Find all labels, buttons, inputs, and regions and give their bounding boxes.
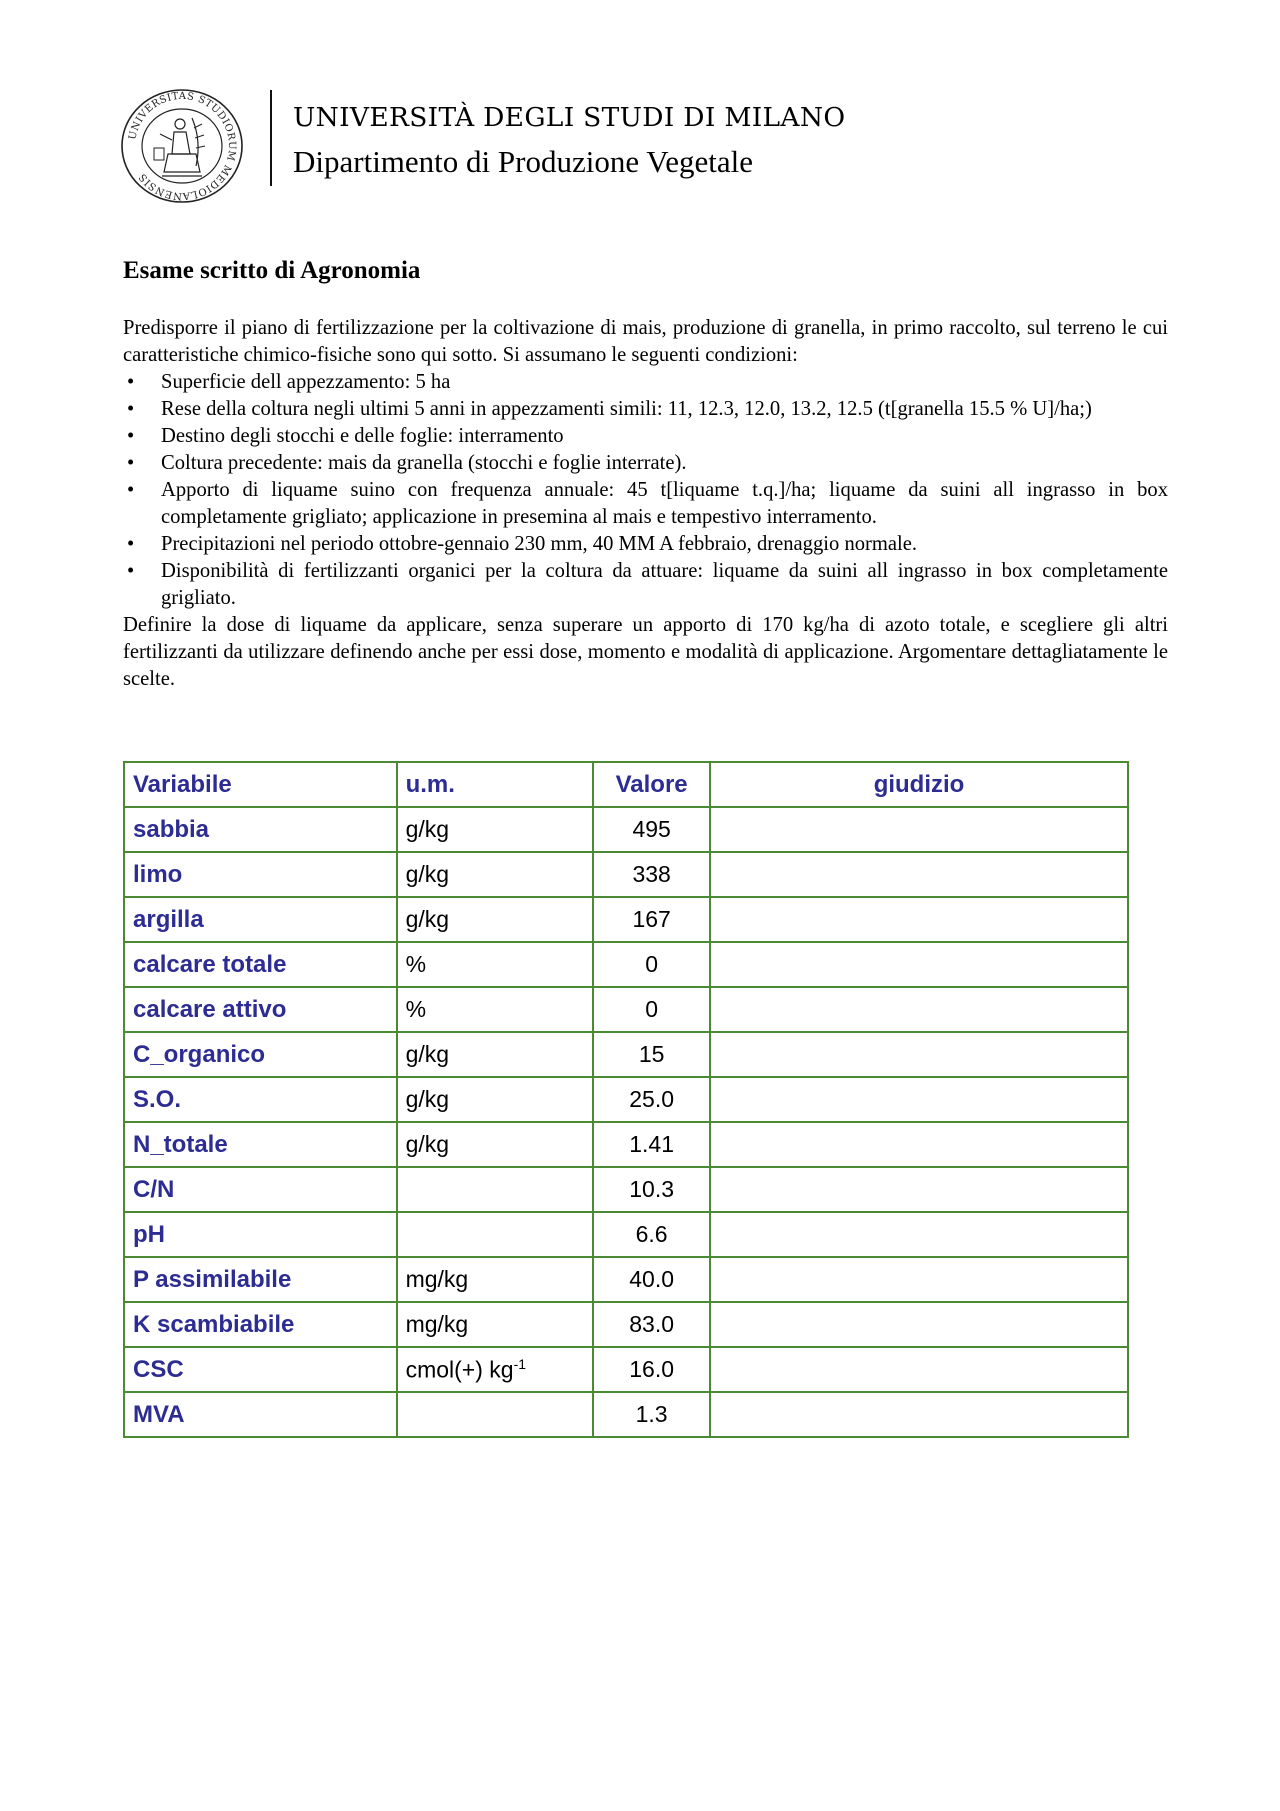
judgement-cell[interactable]: [710, 987, 1128, 1032]
list-item: • Coltura precedente: mais da granella (stocchi e foglie interrate).: [123, 450, 1168, 477]
list-item: • Precipitazioni nel periodo ottobre-gennaio 230 mm, 40 MM A febbraio, drenaggio normale.: [123, 531, 1168, 558]
unit-cell: g/kg: [397, 852, 594, 897]
bullet-icon: •: [127, 560, 135, 582]
unit-cell: %: [397, 987, 594, 1032]
table-row: [124, 1347, 1128, 1392]
seal-text: UNIVERSITAS STUDIORUM MEDIOLANENSIS: [127, 90, 238, 202]
variable-cell: S.O.: [124, 1077, 397, 1122]
value-cell: 0: [593, 942, 710, 987]
list-item: • Destino degli stocchi e delle foglie: interramento: [123, 423, 1168, 450]
judgement-cell[interactable]: [710, 1392, 1128, 1437]
unit-cell: g/kg: [397, 897, 594, 942]
unit-cell: mg/kg: [397, 1257, 594, 1302]
judgement-cell[interactable]: [710, 807, 1128, 852]
table-row: [124, 1257, 1128, 1302]
unit-cell: g/kg: [397, 807, 594, 852]
list-item: • Disponibilità di fertilizzanti organici per la coltura da attuare: liquame da suini all ingrasso in box completamente grigliato.: [127, 560, 1168, 609]
judgement-cell[interactable]: [710, 897, 1128, 942]
judgement-cell[interactable]: [710, 1122, 1128, 1167]
variable-cell: MVA: [124, 1392, 397, 1437]
letterhead: [120, 88, 1020, 208]
variable-cell: P assimilabile: [124, 1257, 397, 1302]
header-variabile: Variabile: [124, 762, 397, 807]
bullet-icon: •: [127, 479, 135, 501]
exam-text: [123, 256, 1168, 693]
unit-cell: [397, 1212, 594, 1257]
judgement-cell[interactable]: [710, 1077, 1128, 1122]
table-row: [124, 1302, 1128, 1347]
table-row: [124, 1212, 1128, 1257]
unit-cell: g/kg: [397, 1032, 594, 1077]
unit-cell: g/kg: [397, 1077, 594, 1122]
list-item: • Rese della coltura negli ultimi 5 anni in appezzamenti simili: 11, 12.3, 12.0, 13.2, 12.5 (t[granella 15.5 % U]/ha;): [123, 396, 1168, 423]
table-row: [124, 897, 1128, 942]
table-row: [124, 942, 1128, 987]
variable-cell: sabbia: [124, 807, 397, 852]
table-row: [124, 807, 1128, 852]
value-cell: 1.3: [593, 1392, 710, 1437]
value-cell: 0: [593, 987, 710, 1032]
judgement-cell[interactable]: [710, 1347, 1128, 1392]
department-name: Dipartimento di Produzione Vegetale: [293, 144, 754, 179]
table-row: [124, 1392, 1128, 1437]
bullet-icon: •: [127, 452, 135, 474]
judgement-cell[interactable]: [710, 1212, 1128, 1257]
judgement-cell[interactable]: [710, 1257, 1128, 1302]
judgement-cell[interactable]: [710, 1302, 1128, 1347]
university-name: UNIVERSITÀ DEGLI STUDI DI MILANO: [293, 102, 846, 133]
table-row: [124, 1032, 1128, 1077]
value-cell: 1.41: [593, 1122, 710, 1167]
unit-exponent: -1: [513, 1355, 527, 1372]
value-cell: 16.0: [593, 1347, 710, 1392]
variable-cell: C/N: [124, 1167, 397, 1212]
closing-paragraph: Definire la dose di liquame da applicare, senza superare un apporto di 170 kg/ha di azoto totale, e scegliere gli altri fertilizzanti da utilizzare definendo anche per essi dose, momento e modalità di applicazione. Argomentare dettagliatamente le scelte.: [123, 614, 1168, 690]
judgement-cell[interactable]: [710, 1032, 1128, 1077]
variable-cell: argilla: [124, 897, 397, 942]
unit-cell: mg/kg: [397, 1302, 594, 1347]
variable-cell: calcare attivo: [124, 987, 397, 1032]
variable-cell: pH: [124, 1212, 397, 1257]
value-cell: 15: [593, 1032, 710, 1077]
table-row: [124, 1167, 1128, 1212]
intro-paragraph: Predisporre il piano di fertilizzazione per la coltivazione di mais, produzione di granella, in primo raccolto, sul terreno le cui caratteristiche chimico-fisiche sono qui sotto. Si assumano le seguenti condizioni:: [123, 317, 1168, 366]
table-row: [124, 987, 1128, 1032]
variable-cell: C_organico: [124, 1032, 397, 1077]
variable-cell: K scambiabile: [124, 1302, 397, 1347]
bullet-icon: •: [127, 371, 135, 393]
unit-cell: %: [397, 942, 594, 987]
value-cell: 40.0: [593, 1257, 710, 1302]
variable-cell: N_totale: [124, 1122, 397, 1167]
value-cell: 338: [593, 852, 710, 897]
variable-cell: CSC: [124, 1347, 397, 1392]
bullet-icon: •: [127, 425, 135, 447]
judgement-cell[interactable]: [710, 852, 1128, 897]
value-cell: 83.0: [593, 1302, 710, 1347]
unit-cell: g/kg: [397, 1122, 594, 1167]
soil-properties-table: [123, 761, 1129, 1438]
unit-text: cmol(+) kg: [405, 1356, 514, 1383]
letterhead-divider: [270, 90, 272, 186]
exam-title: Esame scritto di Agronomia: [123, 257, 421, 284]
bullet-icon: •: [127, 398, 135, 420]
university-seal-logo: [120, 88, 244, 204]
conditions-list: [123, 369, 1168, 612]
judgement-cell[interactable]: [710, 1167, 1128, 1212]
variable-cell: limo: [124, 852, 397, 897]
judgement-cell[interactable]: [710, 942, 1128, 987]
table-row: [124, 1077, 1128, 1122]
unit-cell: [397, 1167, 594, 1212]
value-cell: 25.0: [593, 1077, 710, 1122]
header-unit: u.m.: [397, 762, 594, 807]
variable-cell: calcare totale: [124, 942, 397, 987]
unit-cell: [397, 1347, 594, 1392]
table-row: [124, 852, 1128, 897]
value-cell: 167: [593, 897, 710, 942]
header-valore: Valore: [593, 762, 710, 807]
header-giudizio: giudizio: [710, 762, 1128, 807]
bullet-icon: •: [127, 533, 135, 555]
unit-cell: [397, 1392, 594, 1437]
svg-text:UNIVERSITAS STUDIORUM MEDIOLAN: [127, 91, 237, 201]
list-item: • Superficie dell appezzamento: 5 ha: [123, 369, 1168, 396]
list-item: • Apporto di liquame suino con frequenza annuale: 45 t[liquame t.q.]/ha; liquame da suini all ingrasso in box completamente grigliato; applicazione in presemina al mais e tempestivo interramento.: [127, 479, 1168, 528]
value-cell: 495: [593, 807, 710, 852]
value-cell: 10.3: [593, 1167, 710, 1212]
value-cell: 6.6: [593, 1212, 710, 1257]
table-header-row: [124, 762, 1128, 807]
table-row: [124, 1122, 1128, 1167]
